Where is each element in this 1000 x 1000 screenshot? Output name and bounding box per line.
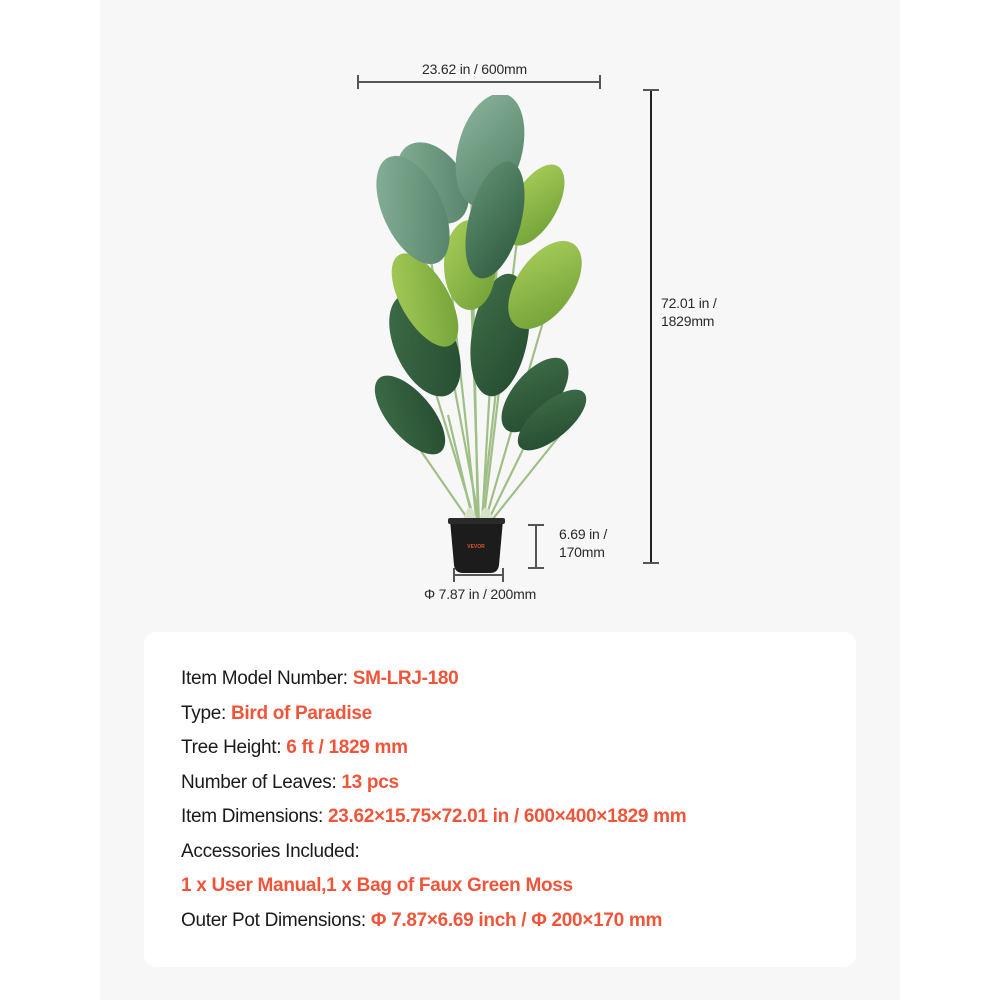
spec-leaves-value: 13 pcs xyxy=(341,771,399,793)
pot-height-label-line1: 6.69 in / xyxy=(559,526,608,542)
height-dimension-label-line1: 72.01 in / xyxy=(661,295,717,311)
spec-type-label: Type: xyxy=(181,702,231,724)
spec-outer-pot xyxy=(181,904,686,939)
product-image xyxy=(370,95,600,595)
width-dimension-line xyxy=(357,81,601,83)
spec-list xyxy=(181,662,686,938)
height-dimension-line xyxy=(650,90,652,563)
spec-card xyxy=(144,632,856,967)
spec-height-value: 6 ft / 1829 mm xyxy=(286,737,408,758)
spec-accessories-value: 1 x User Manual,1 x Bag of Faux Green Moss xyxy=(181,875,573,896)
pot-diameter-dimension-label: Φ 7.87 in / 200mm xyxy=(424,586,537,602)
spec-item-dimensions xyxy=(181,800,686,835)
width-dimension-label: 23.62 in / 600mm xyxy=(422,61,527,77)
spec-model-value: SM-LRJ-180 xyxy=(352,668,459,689)
spec-leaves xyxy=(181,766,686,801)
spec-dimensions-value: 23.62×15.75×72.01 in / 600×400×1829 mm xyxy=(327,806,687,827)
height-dimension-label xyxy=(661,294,717,330)
spec-type xyxy=(181,697,686,732)
spec-height-label: Tree Height: xyxy=(181,737,287,758)
height-dimension-label-line2: 1829mm xyxy=(661,313,715,329)
width-dimension-tick-left xyxy=(357,75,359,89)
spec-dimensions-label: Item Dimensions: xyxy=(181,806,328,827)
spec-pot-value: Φ 7.87×6.69 inch / Φ 200×170 mm xyxy=(370,909,663,931)
spec-leaves-label: Number of Leaves: xyxy=(181,771,342,793)
pot-logo: VEVOR xyxy=(467,544,485,550)
spec-type-value: Bird of Paradise xyxy=(230,702,372,724)
height-dimension-tick-bottom xyxy=(643,562,659,564)
spec-model-number xyxy=(181,662,686,697)
pot-height-label-line2: 170mm xyxy=(559,544,605,560)
spec-tree-height xyxy=(181,731,686,766)
width-dimension-tick-right xyxy=(599,75,601,89)
spec-accessories-label: Accessories Included: xyxy=(181,840,360,862)
height-dimension-tick-top xyxy=(643,89,659,91)
spec-pot-label: Outer Pot Dimensions: xyxy=(181,909,371,931)
spec-model-label: Item Model Number: xyxy=(181,668,353,689)
bird-of-paradise-plant-icon xyxy=(370,95,600,595)
